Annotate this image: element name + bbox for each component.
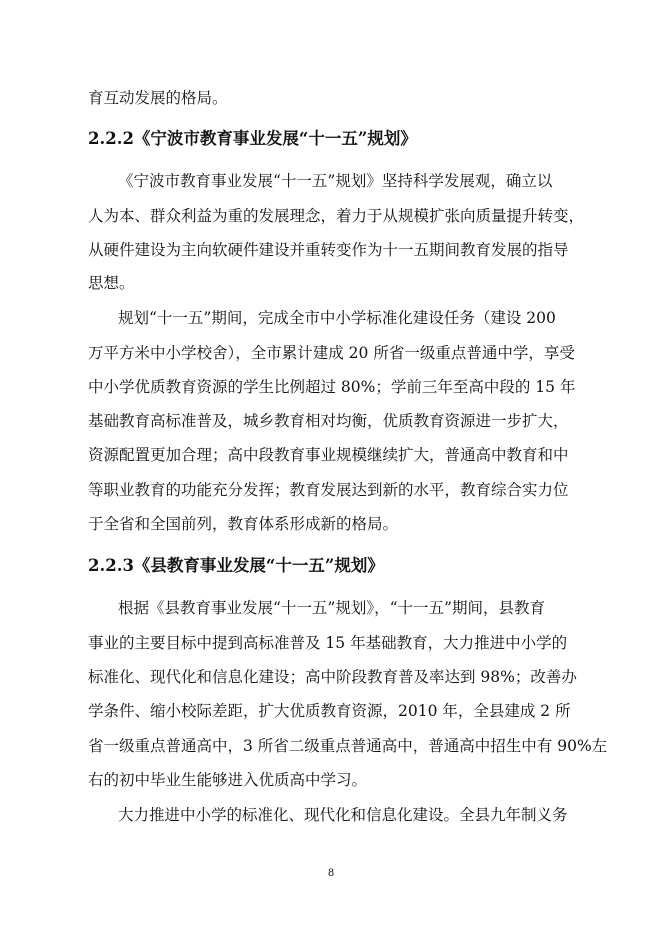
paragraph-line: 资源配置更加合理；高中段教育事业规模继续扩大，普通高中教育和中 [88, 446, 569, 464]
paragraph-line: 中小学优质教育资源的学生比例超过 80%；学前三年至高中段的 15 年 [88, 378, 576, 396]
paragraph-line: 人为本、群众利益为重的发展理念，着力于从规模扩张向质量提升转变， [88, 207, 585, 225]
paragraph-line: 于全省和全国前列，教育体系形成新的格局。 [88, 515, 399, 533]
paragraph-line: 等职业教育的功能充分发挥；教育发展达到新的水平，教育综合实力位 [88, 481, 569, 499]
paragraph-line: 规划“十一五”期间，完成全市中小学标准化建设任务（建设 200 [118, 309, 556, 327]
intro-line-1: 育互动发展的格局。 [88, 89, 228, 107]
paragraph-line: 事业的主要目标中提到高标准普及 15 年基础教育，大力推进中小学的 [88, 634, 568, 652]
paragraph-line: 《宁波市教育事业发展“十一五”规划》坚持科学发展观，确立以 [118, 172, 553, 190]
section-heading-2-2-3: 2.2.3《县教育事业发展“十一五”规划》 [88, 556, 384, 575]
paragraph-line: 省一级重点普通高中，3 所省二级重点普通高中，普通高中招生中有 90%左 [88, 737, 608, 755]
section-heading-2-2-2: 2.2.2《宁波市教育事业发展“十一五”规划》 [88, 129, 417, 148]
paragraph-line: 大力推进中小学的标准化、现代化和信息化建设。全县九年制义务 [118, 806, 568, 824]
paragraph-line: 思想。 [88, 274, 135, 292]
paragraph-line: 万平方米中小学校舍），全市累计建成 20 所省一级重点普通中学，享受 [88, 344, 575, 362]
paragraph-line: 基础教育高标准普及，城乡教育相对均衡，优质教育资源进一步扩大， [88, 412, 569, 430]
page-number: 8 [327, 868, 335, 879]
paragraph-line: 从硬件建设为主向软硬件建设并重转变作为十一五期间教育发展的指导 [88, 241, 569, 259]
paragraph-line: 根据《县教育事业发展“十一五”规划》，“十一五”期间，县教育 [118, 599, 545, 617]
paragraph-line: 标准化、现代化和信息化建设；高中阶段教育普及率达到 98%；改善办 [88, 668, 577, 686]
paragraph-line: 右的初中毕业生能够进入优质高中学习。 [88, 771, 368, 789]
paragraph-line: 学条件、缩小校际差距，扩大优质教育资源，2010 年，全县建成 2 所 [88, 702, 571, 720]
